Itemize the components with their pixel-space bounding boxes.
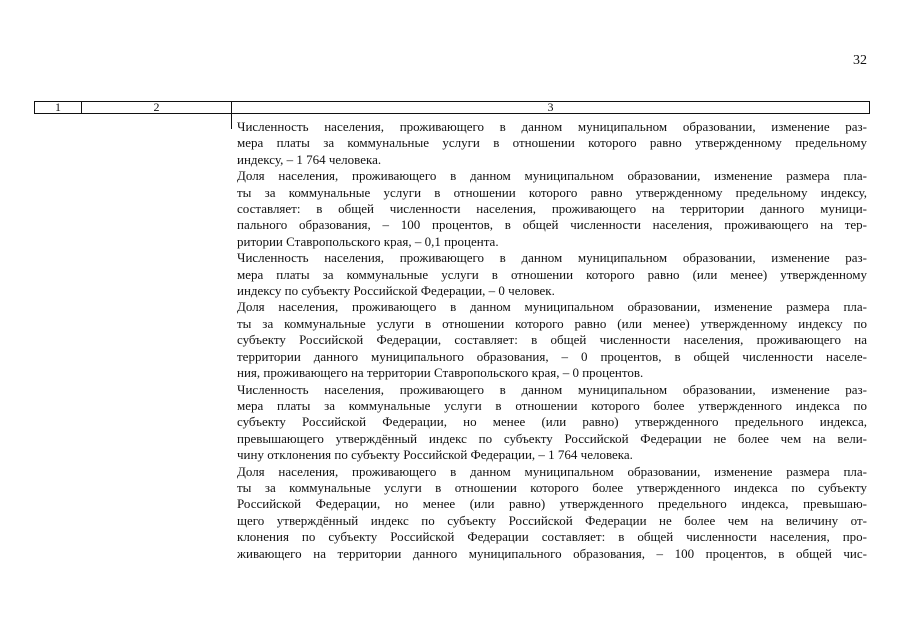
text-line: живающего на территории данного муниципального образования, – 100 процентов, в общей чис- bbox=[237, 545, 867, 561]
text-line: ты за коммунальные услуги в отношении которого более утвержденного индекса по субъекту bbox=[237, 479, 867, 495]
paragraph bbox=[237, 382, 867, 464]
paragraph bbox=[237, 168, 867, 250]
paragraph bbox=[237, 464, 867, 562]
paragraph bbox=[237, 119, 867, 168]
text-line: щего утверждённый индекс по субъекту Российской Федерации не более чем на величину от- bbox=[237, 512, 867, 528]
text-line: Численность населения, проживающего в данном муниципальном образовании, изменение раз- bbox=[237, 250, 867, 266]
text-line: Доля населения, проживающего в данном муниципальном образовании, изменение размера пла- bbox=[237, 463, 867, 479]
table-header-col-1: 1 bbox=[35, 102, 82, 113]
text-line: субъекту Российской Федерации, но менее (или равно) утвержденного предельного индекса, bbox=[237, 414, 867, 430]
text-line: клонения по субъекту Российской Федерации составляет: в общей численности населения, про- bbox=[237, 529, 867, 545]
text-line: Численность населения, проживающего в данном муниципальном образовании, изменение раз- bbox=[237, 119, 867, 134]
text-line: индексу по субъекту Российской Федерации, – 0 человек. bbox=[237, 283, 555, 299]
text-line: Российской Федерации, но менее (или равно) утвержденного предельного индекса, превышаю- bbox=[237, 496, 867, 512]
text-line: Численность населения, проживающего в данном муниципальном образовании, изменение раз- bbox=[237, 381, 867, 397]
page-number: 32 bbox=[853, 53, 867, 68]
text-line: превышающего утверждённый индекс по субъекту Российской Федерации не более чем на вели- bbox=[237, 430, 867, 446]
paragraph bbox=[237, 299, 867, 381]
table-header-col-2: 2 bbox=[82, 102, 232, 113]
table-header-col-3: 3 bbox=[547, 100, 554, 114]
text-line: пального образования, – 100 процентов, в общей численности населения, проживающего на тер- bbox=[237, 217, 867, 233]
text-line: ритории Ставропольского края, – 0,1 процента. bbox=[237, 233, 499, 249]
text-line: субъекту Российской Федерации, составляет: в общей численности населения, проживающего на bbox=[237, 332, 867, 348]
document-body bbox=[237, 119, 867, 562]
paragraph bbox=[237, 250, 867, 299]
text-line: Доля населения, проживающего в данном муниципальном образовании, изменение размера пла- bbox=[237, 299, 867, 315]
text-line: Доля населения, проживающего в данном муниципальном образовании, изменение размера пла- bbox=[237, 168, 867, 184]
table-header-row bbox=[34, 101, 870, 114]
text-line: чину отклонения по субъекту Российской Федерации, – 1 764 человека. bbox=[237, 447, 633, 463]
column-divider-line bbox=[231, 113, 232, 129]
text-line: ния, проживающего на территории Ставропольского края, – 0 процентов. bbox=[237, 365, 644, 381]
text-line: ты за коммунальные услуги в отношении которого равно утвержденному предельному индексу, bbox=[237, 184, 867, 200]
text-line: мера платы за коммунальные услуги в отношении которого равно (или менее) утвержденному bbox=[237, 266, 867, 282]
text-line: ты за коммунальные услуги в отношении которого равно (или менее) утвержденному индексу по bbox=[237, 315, 867, 331]
text-line: мера платы за коммунальные услуги в отношении которого равно утвержденному предельному bbox=[237, 135, 867, 151]
text-line: территории данного муниципального образования, – 0 процентов, в общей численности населе- bbox=[237, 348, 867, 364]
text-line: составляет: в общей численности населения, проживающего на территории данного муници- bbox=[237, 201, 867, 217]
text-line: мера платы за коммунальные услуги в отношении которого более утвержденного индекса по bbox=[237, 397, 867, 413]
text-line: индексу, – 1 764 человека. bbox=[237, 151, 382, 167]
